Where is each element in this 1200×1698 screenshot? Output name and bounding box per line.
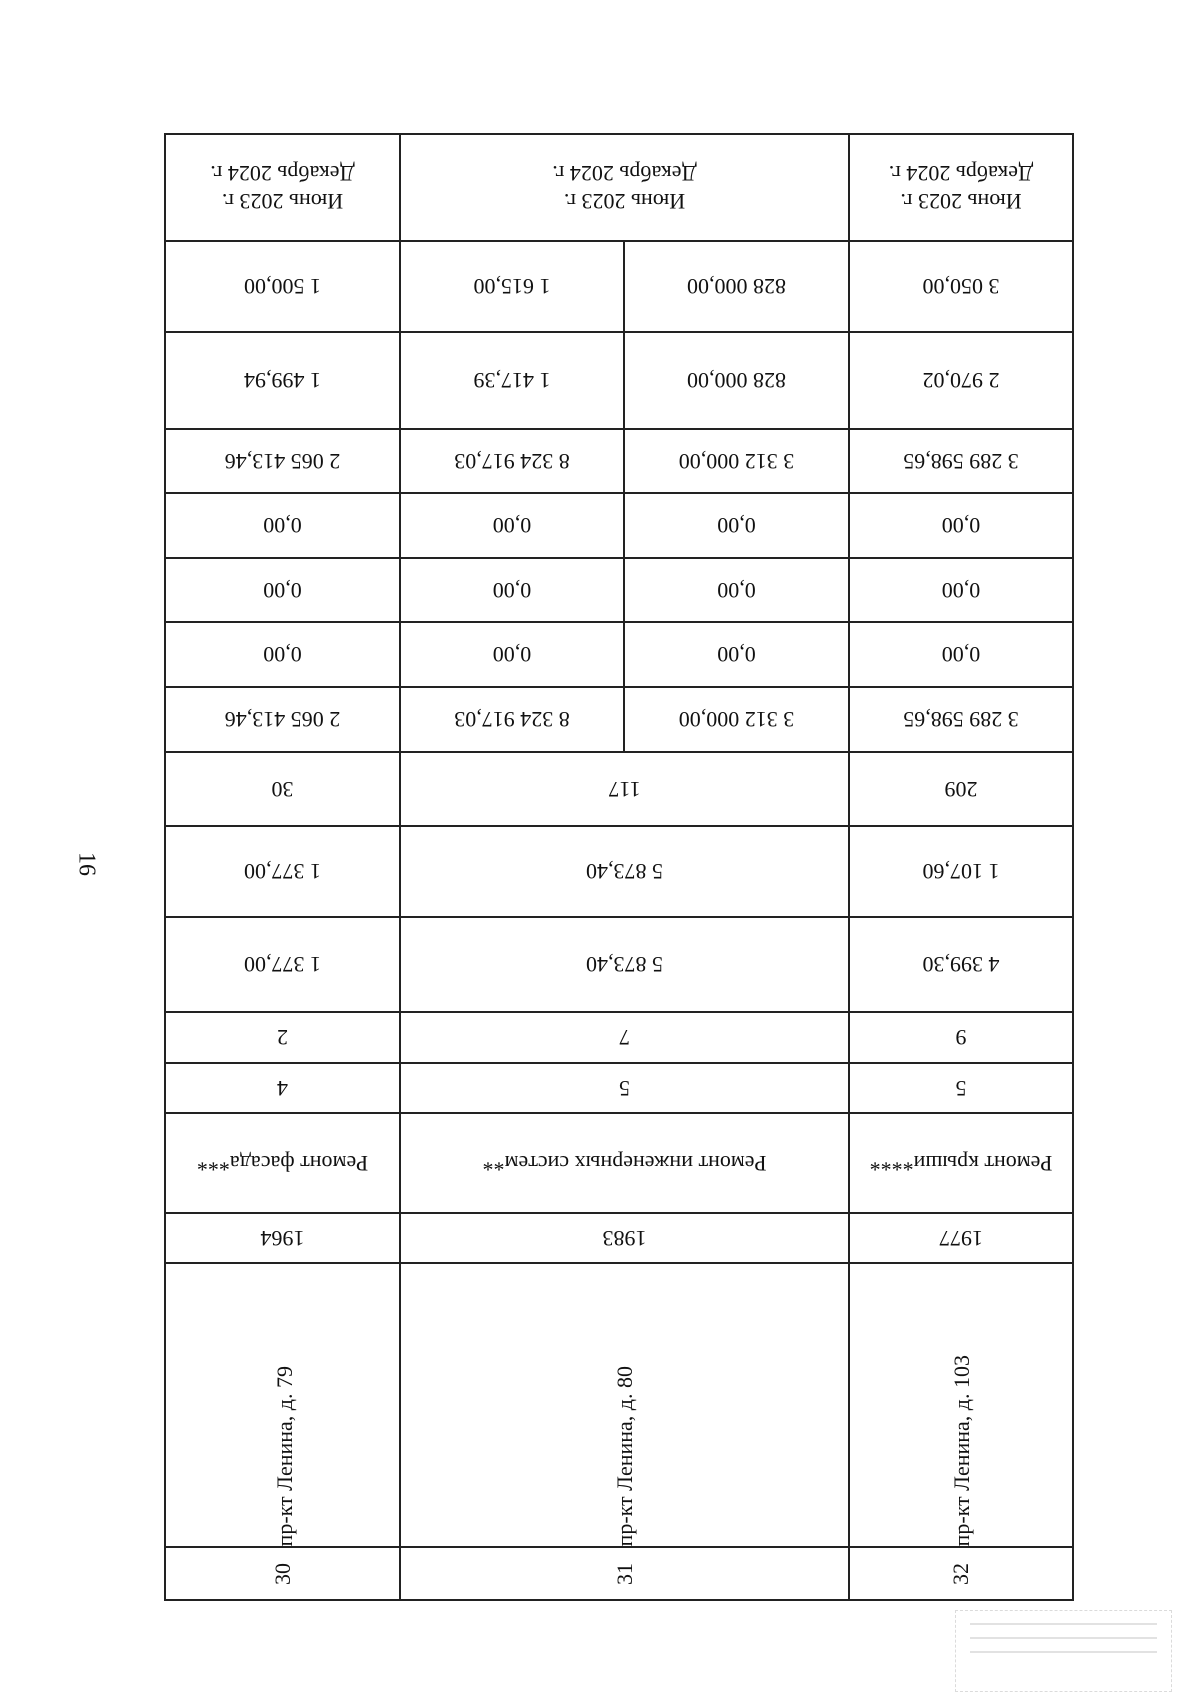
row32-area-living: 1 107,60 (922, 859, 1000, 885)
row31-cost-limit-b: 828 000,00 (687, 274, 786, 300)
row32-cost-per-sqm: 2 970,02 (922, 368, 1000, 394)
page-number: 16 (73, 852, 100, 876)
row31-fund-1-b: 0,00 (717, 513, 756, 539)
row30-period: Июнь 2023 г. Декабрь 2024 г. (210, 161, 355, 214)
row30-residents: 30 (271, 776, 294, 802)
row31-cost-per-unit-b: 828 000,00 (687, 368, 786, 394)
row31-fund-total-a: 8 324 917,03 (454, 707, 570, 733)
row31-year: 1983 (602, 1225, 647, 1251)
row31-entrances: 7 (619, 1025, 630, 1051)
row32-residents: 209 (944, 776, 978, 802)
table-border-right (1072, 133, 1074, 1601)
row31-fund-1-a: 0,00 (492, 513, 532, 539)
row31-residents: 117 (608, 776, 641, 802)
row30-total-cost: 2 065 413,46 (224, 448, 341, 474)
row31-number-cell (401, 1548, 848, 1599)
row31-work-type: Ремонт инженерных систем** (482, 1150, 767, 1176)
row31-cost-per-unit-a: 1 417,39 (473, 368, 551, 394)
row32-number: 32 (948, 1562, 974, 1585)
row32-fund-2: 0,00 (941, 577, 981, 603)
row32-work-type: Ремонт крыши**** (869, 1150, 1053, 1176)
row30-work-type: Ремонт фасада*** (196, 1150, 369, 1176)
row32-year: 1977 (939, 1225, 983, 1251)
row30-area-living: 1 377,00 (244, 859, 321, 885)
row30-entrances: 2 (277, 1025, 288, 1051)
row31-floors: 5 (619, 1075, 630, 1101)
row32-entrances: 9 (955, 1025, 967, 1051)
row31-fund-2-a: 0,00 (492, 577, 532, 603)
row32-cost-limit: 3 050,00 (922, 274, 1000, 300)
row30-address: пр-кт Ленина, д. 79 (272, 1365, 297, 1546)
row31-area-total: 5 873,40 (586, 952, 663, 978)
row32-fund-3: 0,00 (941, 642, 981, 668)
row31-fund-3-b: 0,00 (717, 642, 756, 668)
row32-fund-1: 0,00 (941, 513, 981, 539)
row30-fund-total: 2 065 413,46 (224, 707, 341, 733)
row30-floors: 4 (277, 1075, 288, 1101)
row30-fund-3: 0,00 (263, 642, 302, 668)
row31-total-cost-a: 8 324 917,03 (454, 448, 570, 474)
row31-address-cell (401, 1264, 848, 1546)
row32-period: Июнь 2023 г. Декабрь 2024 г. (888, 161, 1034, 214)
row30-number-cell (166, 1548, 399, 1599)
row31-fund-2-b: 0,00 (717, 577, 756, 603)
row30-fund-1: 0,00 (263, 513, 302, 539)
row31-period: Июнь 2023 г. Декабрь 2024 г. (552, 161, 697, 214)
row30-area-total: 1 377,00 (244, 952, 321, 978)
row32-area-total: 4 399,30 (922, 952, 1000, 978)
faded-stamp (955, 1610, 1172, 1692)
row31-number: 31 (611, 1562, 637, 1585)
row30-cost-limit: 1 500,00 (244, 274, 321, 300)
row32-fund-total: 3 289 598,65 (903, 707, 1019, 733)
row32-number-cell (850, 1548, 1072, 1599)
row30-fund-2: 0,00 (263, 577, 302, 603)
row31-total-cost-b: 3 312 000,00 (678, 448, 795, 474)
row30-number: 30 (269, 1562, 295, 1585)
row30-cost-per-sqm: 1 499,94 (244, 368, 321, 394)
row31-address: пр-кт Ленина, д. 80 (612, 1365, 637, 1546)
row30-year: 1964 (260, 1225, 305, 1251)
row32-total-cost: 3 289 598,65 (903, 448, 1019, 474)
row32-address-cell (850, 1264, 1072, 1546)
table-border-bottom (164, 1599, 1074, 1601)
row31-fund-3-a: 0,00 (492, 642, 532, 668)
row31-fund-total-b: 3 312 000,00 (678, 707, 795, 733)
row32-floors: 5 (955, 1075, 967, 1101)
row31-cost-limit-a: 1 615,00 (473, 274, 551, 300)
row32-address: пр-кт Ленина, д. 103 (949, 1354, 974, 1546)
row31-area-living: 5 873,40 (586, 859, 663, 885)
row30-address-cell (166, 1264, 399, 1546)
